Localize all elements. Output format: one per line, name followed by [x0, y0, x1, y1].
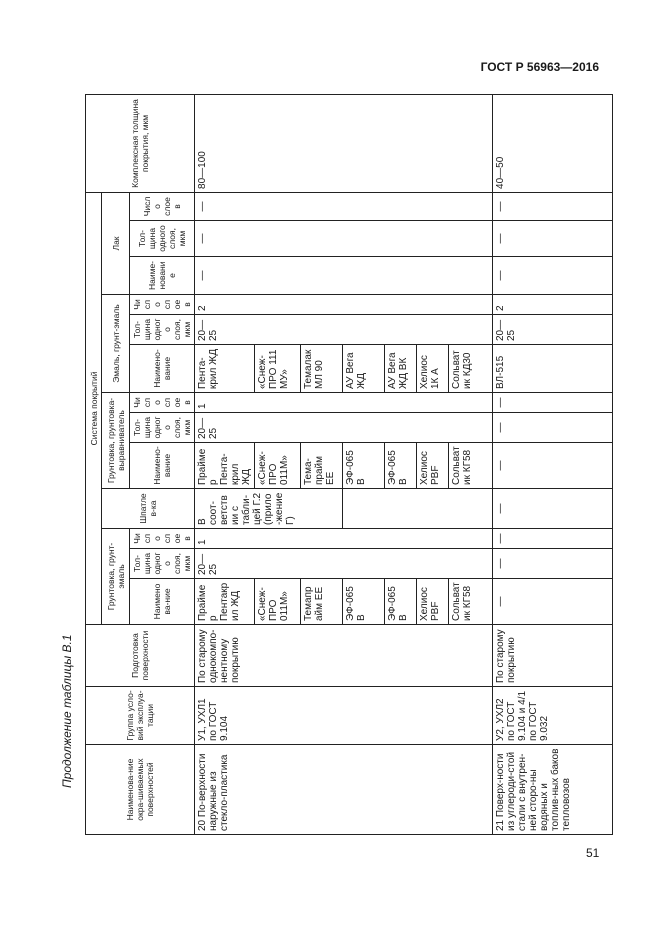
coating-table [85, 95, 572, 835]
col-header-system: Система покрытий [86, 192, 102, 624]
row21-pl-layers: — [493, 393, 613, 413]
sub-header-thickness: Тол-щина одного слоя, мкм [130, 221, 195, 257]
row20-pe-name: Сольватик КГ58 [449, 579, 493, 625]
row20-pl-name: Тема-прайм ЕЕ [301, 443, 343, 489]
row20-lq-layers: — [195, 192, 493, 220]
row21-lq-thickness: — [493, 221, 613, 257]
row21-pl-thickness: — [493, 413, 613, 443]
row20-pl-name: ЭФ-065 В [343, 443, 385, 489]
row20-pl-name: «Снеж-ПРО 011М» [255, 443, 301, 489]
row20-pl-thickness: 20—25 [195, 413, 493, 443]
sub-header-name: Наимено-вание [130, 443, 195, 489]
row20-pe-name: ЭФ-065 В [385, 579, 417, 625]
row21-en-name: ВЛ-515 [493, 345, 613, 393]
row20-pl-name: Праймер Пента-крил ЖД [195, 443, 255, 489]
col-header-total: Комплексная толщина покрытия, мкм [86, 94, 195, 192]
sub-header-thickness: Тол-щина одного слоя, мкм [130, 549, 195, 579]
row21-group: У2, УХЛ2 по ГОСТ 9.104 и 4/1 по ГОСТ 9.032 [493, 687, 613, 745]
sub-header-thickness: Тол-щина одного слоя, мкм [130, 315, 195, 345]
row20-group: У1, УХЛ1 по ГОСТ 9.104 [195, 687, 493, 745]
row21-en-layers: 2 [493, 295, 613, 315]
row20-en-name: Хелиос 1К А [417, 345, 449, 393]
col-header-group: Группа усло-вий эксплуа-тации [86, 687, 195, 745]
row20-en-name: Сольватик КД30 [449, 345, 493, 393]
row21-lq-name: — [493, 257, 613, 295]
row20-en-layers: 2 [195, 295, 493, 315]
row20-pe-layers: 1 [195, 529, 493, 549]
sub-header-thickness: Тол-щина одного слоя, мкм [130, 413, 195, 443]
col-header-prep: Подготовка поверхности [86, 625, 195, 687]
row20-lq-name: — [195, 257, 493, 295]
row21-pe-layers: — [493, 529, 613, 549]
row20-pl-name: ЭФ-065 В [385, 443, 417, 489]
row21-pl-name: — [493, 443, 613, 489]
row20-name: 20 По-верхности наружные из стекло-пластика [195, 745, 493, 835]
col-header-primer-enamel: Грунтовка, грунт-эмаль [102, 529, 130, 625]
sub-header-layers: Число слоев [130, 295, 195, 315]
col-header-name: Наименова-ние окра-шиваемых поверхностей [86, 745, 195, 835]
row20-pe-name: Праймер Пентакрил ЖД [195, 579, 255, 625]
row21-lq-layers: — [493, 192, 613, 220]
row20-en-thickness: 20—25 [195, 315, 493, 345]
row20-pl-name: Сольватик КГ58 [449, 443, 493, 489]
row20-pl-layers: 1 [195, 393, 493, 413]
row20-pl-name: Хелиос PBF [417, 443, 449, 489]
row20-prep: По старому однокомпо-нентному покрытию [195, 625, 493, 687]
row20-pe-name: Темапрайм ЕЕ [301, 579, 343, 625]
row21-prep: По старому покрытию [493, 625, 613, 687]
page-number: 51 [586, 846, 600, 860]
col-header-enamel: Эмаль, грунт-эмаль [102, 295, 130, 393]
row21-name: 21 Поверх-ности из углероди-стой стали с внутрен-ней сторо-ны водяных и топлив-ных баков тепловозов [493, 745, 613, 835]
row20-pe-name: ЭФ-065 В [343, 579, 385, 625]
row20-total: 80—100 [195, 94, 493, 192]
col-header-primer-leveler: Грунтовка, грунтовка-выравниватель [102, 393, 130, 489]
col-header-lacquer: Лак [102, 192, 130, 294]
row20-pe-name: «Снеж-ПРО 011М» [255, 579, 301, 625]
row21-total: 40—50 [493, 94, 613, 192]
sub-header-name: Наиме-нование [130, 257, 195, 295]
row20-pe-thickness: 20—25 [195, 549, 493, 579]
row20-pe-name: Хелиос PBF [417, 579, 449, 625]
standard-header: ГОСТ Р 56963—2016 [480, 60, 599, 74]
row21-en-thickness: 20—25 [493, 315, 613, 345]
row21-pe-thickness: — [493, 549, 613, 579]
row20-en-name: АУ Вега ЖД ВК [385, 345, 417, 393]
row20-lq-thickness: — [195, 221, 493, 257]
row20-putty: В соот-ветствии с табли-цей Г.2 (прило-жение Г) [195, 489, 343, 529]
sub-header-layers: Число слоев [130, 192, 195, 220]
row21-putty: — [493, 489, 613, 529]
sub-header-name: Наименова-ние [130, 579, 195, 625]
sub-header-layers: Число слоев [130, 529, 195, 549]
row20-en-name: Темалак МЛ 90 [301, 345, 343, 393]
sub-header-name: Наимено-вание [130, 345, 195, 393]
row20-en-name: Пента-крил ЖД [195, 345, 255, 393]
row20-en-name: «Снеж-ПРО 111 МУ» [255, 345, 301, 393]
row21-pe-name: — [493, 579, 613, 625]
sub-header-layers: Число слоев [130, 393, 195, 413]
col-header-putty: Шпатлев-ка [102, 489, 195, 529]
table-caption: Продолжение таблицы В.1 [60, 634, 74, 788]
row20-en-name: АУ Вега ЖД [343, 345, 385, 393]
